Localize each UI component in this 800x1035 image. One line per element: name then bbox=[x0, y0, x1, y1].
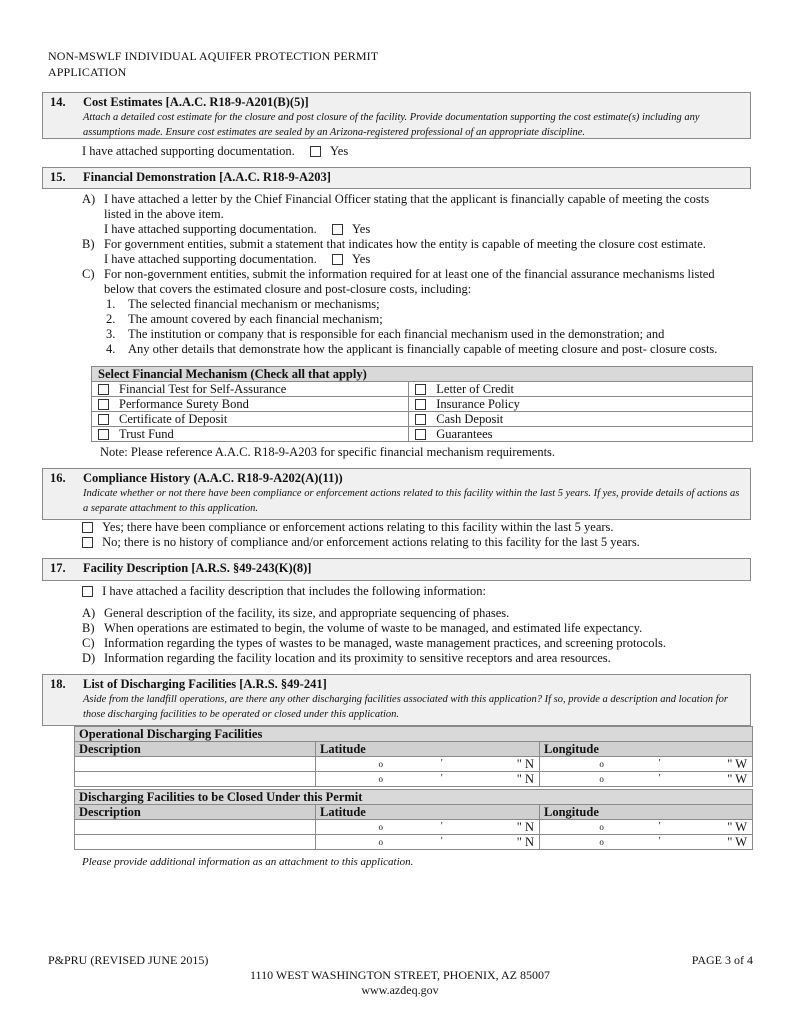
mechanism-option[interactable] bbox=[92, 382, 409, 397]
mechanism-checkbox[interactable] bbox=[415, 399, 426, 410]
col-latitude-header: Latitude bbox=[316, 805, 540, 820]
mechanism-label: Performance Surety Bond bbox=[119, 397, 249, 411]
s15-b-attached-label: I have attached supporting documentation. bbox=[104, 252, 317, 266]
s15-c-item-text: Any other details that demonstrate how the applicant is financially capable of meeting closure and post- closure costs. bbox=[128, 342, 718, 356]
s15-b-yes-checkbox[interactable] bbox=[332, 254, 343, 265]
table-row bbox=[75, 835, 753, 850]
s16-yes-checkbox[interactable] bbox=[82, 522, 93, 533]
section-14-header bbox=[42, 92, 751, 139]
s15-c-marker: C) bbox=[82, 267, 95, 281]
s15-c-item-num: 4. bbox=[106, 342, 116, 356]
document-title-line1: NON-MSWLF INDIVIDUAL AQUIFER PROTECTION PERMIT bbox=[48, 49, 379, 63]
s15-c-item-num: 1. bbox=[106, 297, 116, 311]
section-description: Indicate whether or not there have been compliance or enforcement actions related to this facility within the last 5 years. If yes, provide details of actions as a separate attachment to this application. bbox=[83, 488, 740, 514]
s14-yes-checkbox[interactable] bbox=[310, 146, 321, 157]
table-row bbox=[75, 820, 753, 835]
mechanism-checkbox[interactable] bbox=[98, 384, 109, 395]
longitude-cell[interactable] bbox=[540, 757, 753, 772]
s15-c-item-text: The institution or company that is responsible for each financial mechanism used in the demonstration; and bbox=[128, 327, 665, 341]
financial-mechanism-table bbox=[91, 366, 753, 442]
section-number: 18. bbox=[50, 677, 66, 691]
document-header bbox=[48, 48, 378, 80]
section-title: List of Discharging Facilities [A.R.S. §49-241] bbox=[83, 677, 327, 691]
s17-attached-checkbox[interactable] bbox=[82, 586, 93, 597]
s15-b-attached-row bbox=[104, 252, 370, 267]
section-number: 16. bbox=[50, 471, 66, 485]
mechanism-option[interactable] bbox=[92, 397, 409, 412]
document-title-line2: APPLICATION bbox=[48, 65, 127, 79]
s15-c-text-1: For non-government entities, submit the information required for at least one of the financial assurance mechanisms listed bbox=[104, 267, 715, 281]
col-latitude-header: Latitude bbox=[316, 742, 540, 757]
section-description: Attach a detailed cost estimate for the closure and post closure of the facility. Provide documentation supporting the cost estimate(s) including any assumptions made. Ensure cost estimates are sealed by an Arizona-registered professional of an appropriate discipline. bbox=[83, 112, 700, 138]
table-row bbox=[75, 772, 753, 787]
latitude-cell[interactable] bbox=[316, 835, 540, 850]
s15-a-yes-checkbox[interactable] bbox=[332, 224, 343, 235]
s15-a-attached-label: I have attached supporting documentation. bbox=[104, 222, 317, 236]
mechanism-option[interactable] bbox=[409, 397, 753, 412]
mechanism-option[interactable] bbox=[409, 382, 753, 397]
s18-footnote: Please provide additional information as an attachment to this application. bbox=[82, 856, 414, 868]
section-description: Aside from the landfill operations, are there any other discharging facilities associated with this application? If so, provide a description and location for those discharging facilities to be operated or closed under this application. bbox=[83, 694, 728, 720]
section-15-header bbox=[42, 167, 751, 189]
col-longitude-header: Longitude bbox=[540, 805, 753, 820]
description-cell[interactable] bbox=[75, 772, 316, 787]
degree-mark: o bbox=[599, 759, 604, 769]
s17-item-text: When operations are estimated to begin, the volume of waste to be managed, and estimated life expectancy. bbox=[104, 621, 643, 635]
closed-facilities-table bbox=[74, 789, 753, 850]
latitude-cell[interactable] bbox=[316, 772, 540, 787]
minute-mark: ' bbox=[658, 758, 661, 769]
degree-mark: o bbox=[599, 774, 604, 784]
s15-b-marker: B) bbox=[82, 237, 95, 251]
description-cell[interactable] bbox=[75, 820, 316, 835]
section-17-header bbox=[42, 558, 751, 581]
s15-a-marker: A) bbox=[82, 192, 96, 206]
direction-label: " W bbox=[727, 820, 747, 834]
degree-mark: o bbox=[599, 822, 604, 832]
s15-a-yes-label: Yes bbox=[352, 222, 371, 236]
latitude-cell[interactable] bbox=[316, 820, 540, 835]
s16-no-option[interactable] bbox=[82, 535, 640, 550]
mechanism-label: Certificate of Deposit bbox=[119, 412, 228, 426]
section-number: 14. bbox=[50, 95, 66, 109]
degree-mark: o bbox=[378, 822, 383, 832]
section-18-header bbox=[42, 674, 751, 726]
s17-item-marker: D) bbox=[82, 651, 96, 665]
s16-no-checkbox[interactable] bbox=[82, 537, 93, 548]
direction-label: " W bbox=[727, 772, 747, 786]
s14-attached-row bbox=[82, 144, 348, 159]
longitude-cell[interactable] bbox=[540, 772, 753, 787]
s17-item-marker: C) bbox=[82, 636, 95, 650]
s14-yes-label: Yes bbox=[330, 144, 349, 158]
section-title: Financial Demonstration [A.A.C. R18-9-A203] bbox=[83, 170, 331, 184]
s17-attached-label: I have attached a facility description that includes the following information: bbox=[102, 584, 487, 598]
description-cell[interactable] bbox=[75, 835, 316, 850]
footer-address: 1110 WEST WASHINGTON STREET, PHOENIX, AZ 85007 bbox=[250, 968, 550, 982]
table-row bbox=[92, 412, 753, 427]
s16-no-label: No; there is no history of compliance and/or enforcement actions relating to this facility for the last 5 years. bbox=[102, 535, 640, 549]
longitude-cell[interactable] bbox=[540, 835, 753, 850]
s15-note: Note: Please reference A.A.C. R18-9-A203 for specific financial mechanism requirements. bbox=[100, 445, 556, 459]
table-row bbox=[92, 382, 753, 397]
table-row bbox=[92, 397, 753, 412]
minute-mark: ' bbox=[440, 758, 443, 769]
mechanism-label: Insurance Policy bbox=[436, 397, 520, 411]
s15-a-text-2: listed in the above item. bbox=[104, 207, 224, 221]
footer-page-number: PAGE 3 of 4 bbox=[691, 953, 753, 967]
minute-mark: ' bbox=[440, 773, 443, 784]
minute-mark: ' bbox=[440, 836, 443, 847]
s15-b-yes-label: Yes bbox=[352, 252, 371, 266]
footer-website-link[interactable]: www.azdeq.gov bbox=[361, 983, 439, 997]
footer-form-id: P&PRU (REVISED JUNE 2015) bbox=[48, 953, 209, 967]
degree-mark: o bbox=[378, 774, 383, 784]
mechanism-option[interactable] bbox=[92, 412, 409, 427]
col-description-header: Description bbox=[75, 805, 316, 820]
minute-mark: ' bbox=[440, 821, 443, 832]
s15-b-text: For government entities, submit a statement that indicates how the entity is capable of meeting the closure cost estimate. bbox=[104, 237, 706, 251]
s17-item-text: General description of the facility, its size, and appropriate sequencing of phases. bbox=[104, 606, 510, 620]
minute-mark: ' bbox=[658, 773, 661, 784]
direction-label: " N bbox=[516, 757, 534, 771]
section-title: Facility Description [A.R.S. §49-243(K)(8)] bbox=[83, 561, 312, 575]
col-description-header: Description bbox=[75, 742, 316, 757]
mechanism-checkbox[interactable] bbox=[415, 384, 426, 395]
s17-item-marker: B) bbox=[82, 621, 95, 635]
degree-mark: o bbox=[599, 837, 604, 847]
mechanism-label: Guarantees bbox=[436, 427, 493, 441]
s15-c-text-2: below that covers the estimated closure and post-closure costs, including: bbox=[104, 282, 472, 296]
minute-mark: ' bbox=[658, 836, 661, 847]
s17-item-text: Information regarding the types of wastes to be managed, waste management practices, and screening protocols. bbox=[104, 636, 666, 650]
s15-c-item-text: The selected financial mechanism or mechanisms; bbox=[128, 297, 380, 311]
s17-item-text: Information regarding the facility location and its proximity to sensitive receptors and area resources. bbox=[104, 651, 611, 665]
section-number: 15. bbox=[50, 170, 66, 184]
operational-table-title: Operational Discharging Facilities bbox=[75, 727, 753, 742]
s14-attached-label: I have attached supporting documentation. bbox=[82, 144, 295, 158]
mechanism-checkbox[interactable] bbox=[98, 414, 109, 425]
s17-attached-option[interactable] bbox=[82, 584, 486, 599]
mechanism-option[interactable] bbox=[409, 412, 753, 427]
section-number: 17. bbox=[50, 561, 66, 575]
direction-label: " W bbox=[727, 757, 747, 771]
table-row bbox=[75, 757, 753, 772]
s15-c-item-text: The amount covered by each financial mechanism; bbox=[128, 312, 383, 326]
operational-facilities-table bbox=[74, 726, 753, 787]
degree-mark: o bbox=[378, 837, 383, 847]
mechanism-label: Trust Fund bbox=[119, 427, 174, 441]
mechanism-checkbox[interactable] bbox=[415, 429, 426, 440]
direction-label: " N bbox=[516, 820, 534, 834]
longitude-cell[interactable] bbox=[540, 820, 753, 835]
mechanism-label: Financial Test for Self-Assurance bbox=[119, 382, 287, 396]
s15-a-attached-row bbox=[104, 222, 370, 237]
description-cell[interactable] bbox=[75, 757, 316, 772]
mechanism-table-title: Select Financial Mechanism (Check all that apply) bbox=[92, 367, 753, 382]
direction-label: " W bbox=[727, 835, 747, 849]
s15-c-item-num: 2. bbox=[106, 312, 116, 326]
mechanism-checkbox[interactable] bbox=[98, 429, 109, 440]
latitude-cell[interactable] bbox=[316, 757, 540, 772]
s15-a-text-1: I have attached a letter by the Chief Financial Officer stating that the applicant is financially capable of meeting the costs bbox=[104, 192, 710, 206]
s15-c-item-num: 3. bbox=[106, 327, 116, 341]
mechanism-label: Letter of Credit bbox=[436, 382, 515, 396]
section-title: Compliance History (A.A.C. R18-9-A202(A)(11)) bbox=[83, 471, 343, 485]
col-longitude-header: Longitude bbox=[540, 742, 753, 757]
s17-item-marker: A) bbox=[82, 606, 96, 620]
s16-yes-option[interactable] bbox=[82, 520, 614, 535]
mechanism-checkbox[interactable] bbox=[415, 414, 426, 425]
table-row bbox=[92, 427, 753, 442]
closed-table-title: Discharging Facilities to be Closed Under this Permit bbox=[75, 790, 753, 805]
s16-yes-label: Yes; there have been compliance or enforcement actions relating to this facility within the last 5 years. bbox=[102, 520, 614, 534]
mechanism-label: Cash Deposit bbox=[436, 412, 504, 426]
degree-mark: o bbox=[378, 759, 383, 769]
direction-label: " N bbox=[516, 835, 534, 849]
mechanism-option[interactable] bbox=[409, 427, 753, 442]
minute-mark: ' bbox=[658, 821, 661, 832]
section-title: Cost Estimates [A.A.C. R18-9-A201(B)(5)] bbox=[83, 95, 309, 109]
mechanism-checkbox[interactable] bbox=[98, 399, 109, 410]
section-16-header bbox=[42, 468, 751, 520]
mechanism-option[interactable] bbox=[92, 427, 409, 442]
direction-label: " N bbox=[516, 772, 534, 786]
